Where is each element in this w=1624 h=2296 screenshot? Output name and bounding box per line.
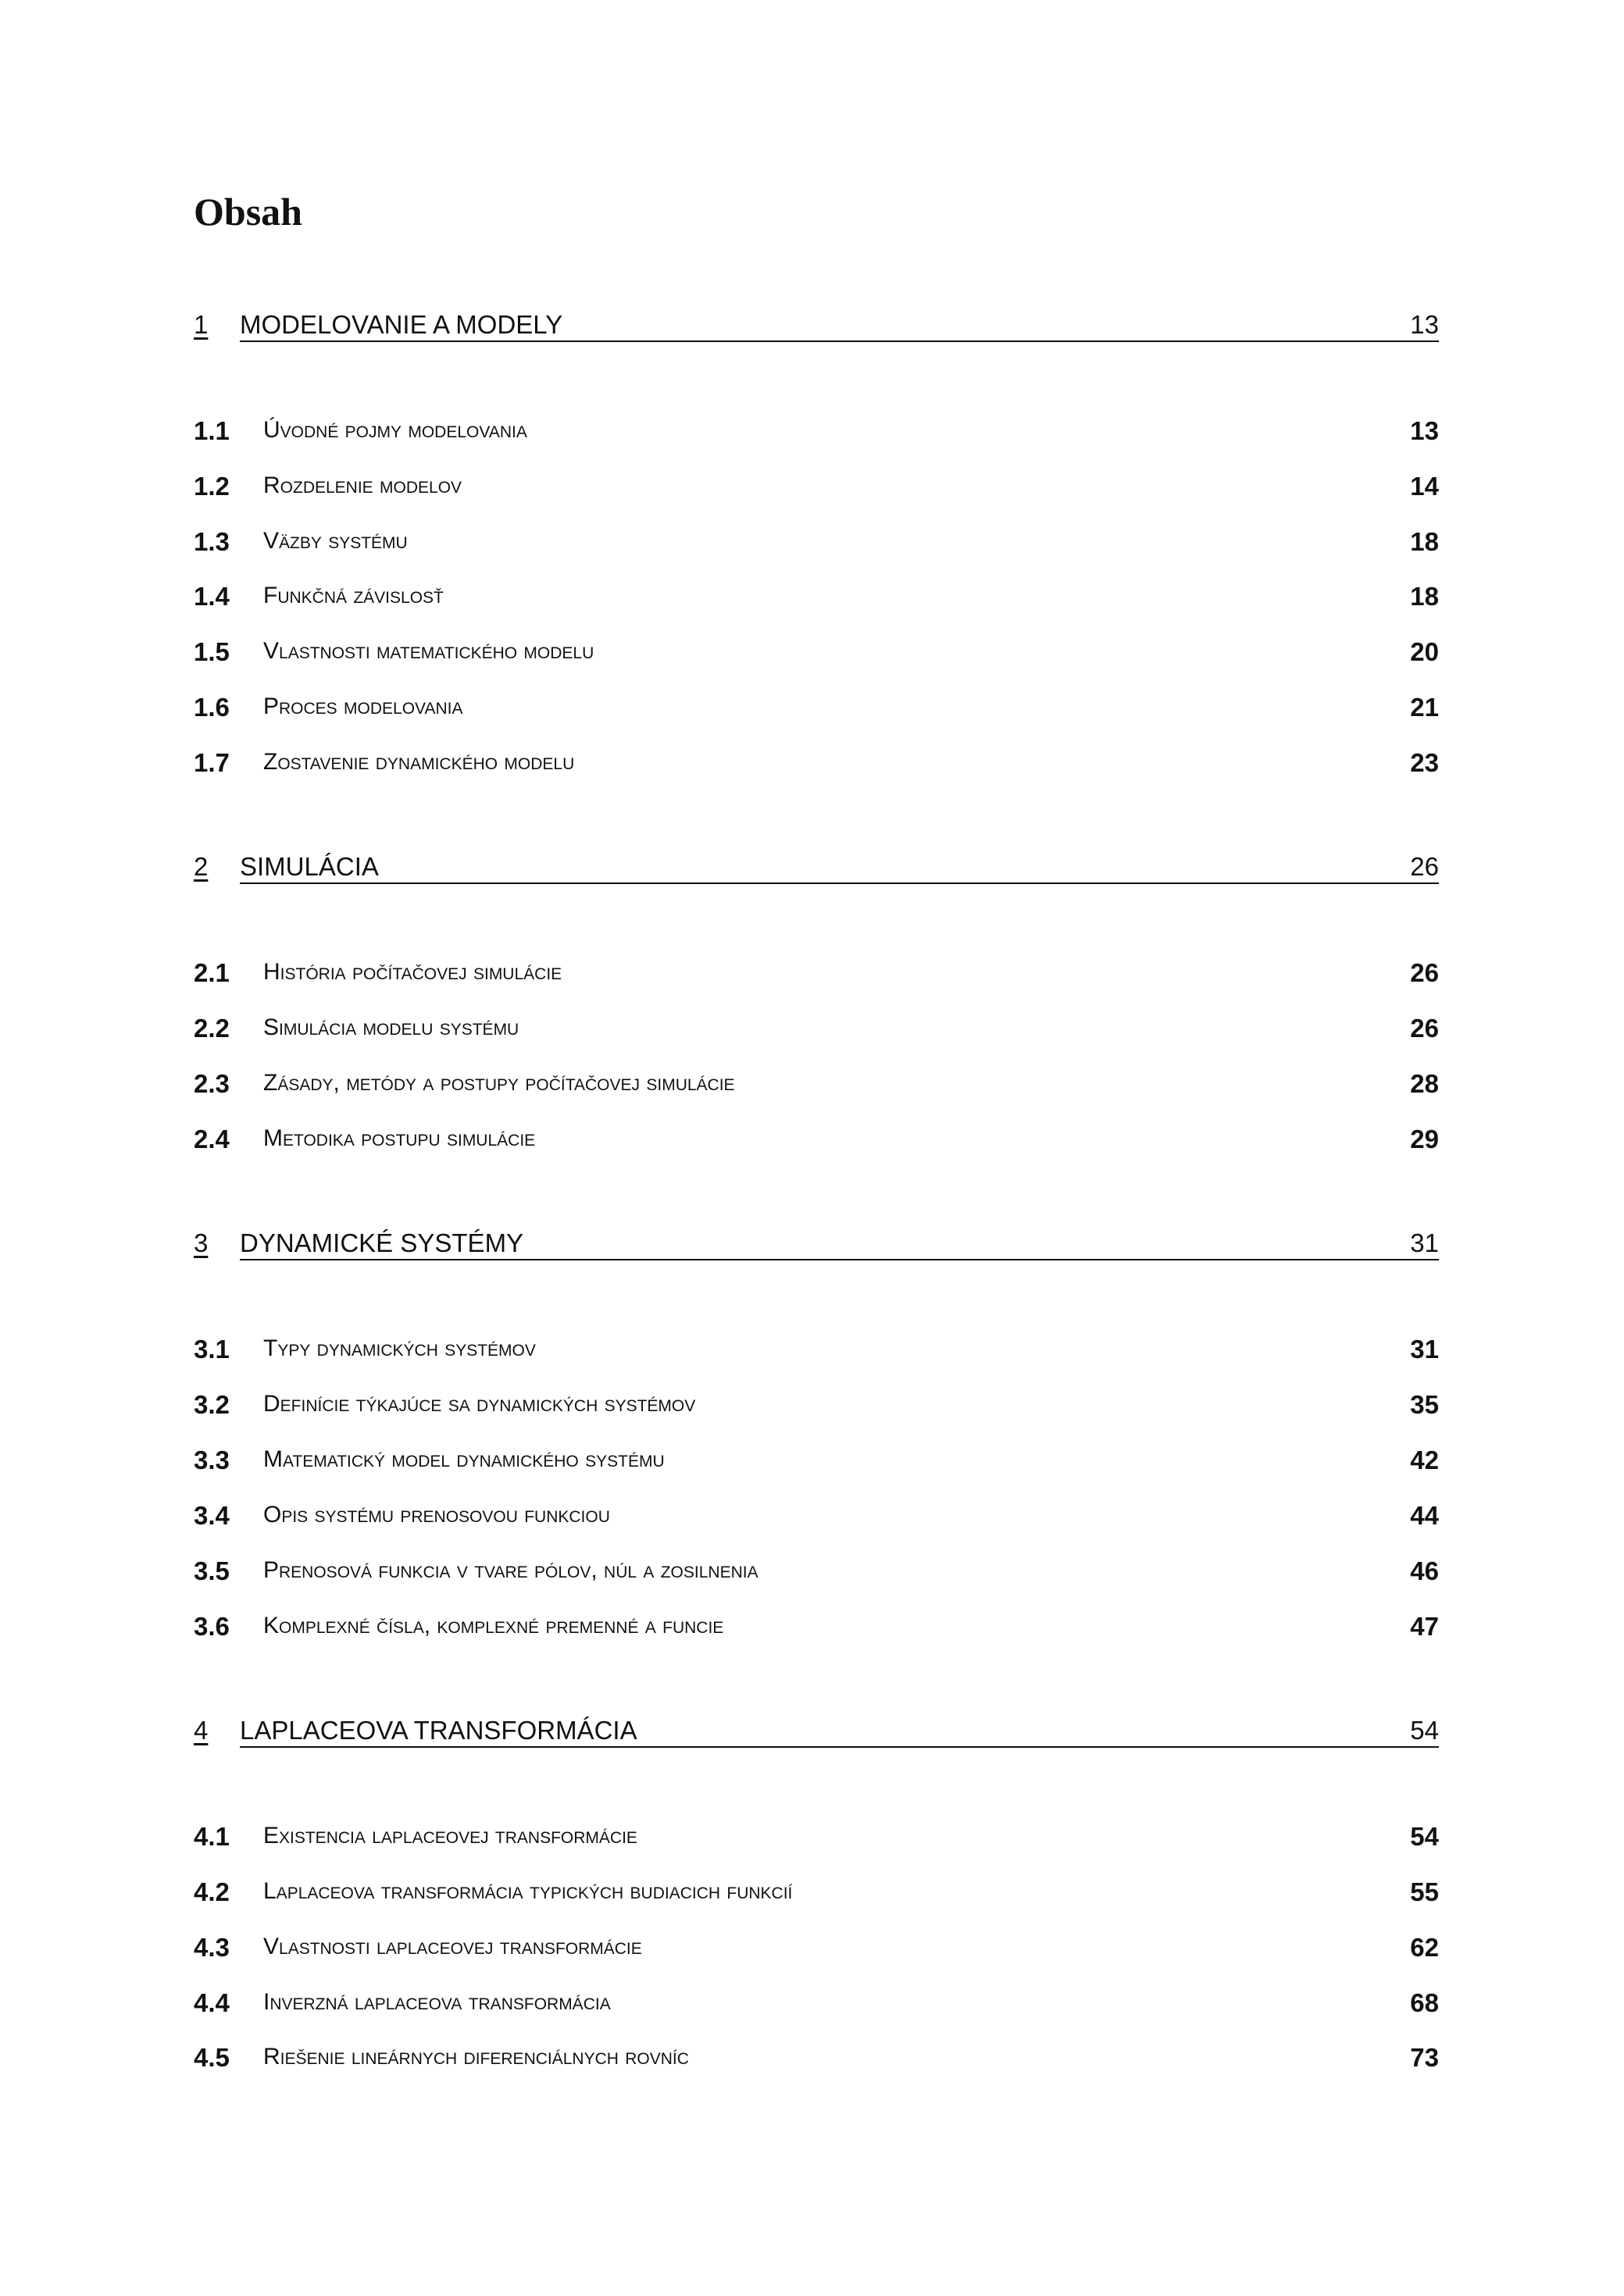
section-page-number: 29 xyxy=(1410,1125,1439,1153)
toc-section-1-6[interactable] xyxy=(194,693,1439,725)
section-title: Opis systému prenosovou funkciou xyxy=(263,1502,610,1528)
chapter-underline xyxy=(240,1259,1439,1260)
toc-section-2-1[interactable] xyxy=(194,959,1439,990)
section-title: Komplexné čísla, komplexné premenné a funcie xyxy=(263,1613,724,1638)
section-number: 2.4 xyxy=(194,1125,230,1153)
section-page-number: 28 xyxy=(1410,1069,1439,1098)
section-title: Metodika postupu simulácie xyxy=(263,1125,536,1151)
section-page-number: 26 xyxy=(1410,958,1439,987)
chapter-underline xyxy=(240,882,1439,884)
toc-section-4-3[interactable] xyxy=(194,1934,1439,1965)
section-number: 3.5 xyxy=(194,1556,230,1585)
section-number: 4.4 xyxy=(194,1988,230,2017)
toc-section-4-2[interactable] xyxy=(194,1878,1439,1909)
section-title: Vlastnosti laplaceovej transformácie xyxy=(263,1934,642,1959)
toc-chapter-3[interactable] xyxy=(194,1229,1439,1260)
chapter-number: 2 xyxy=(194,852,209,881)
section-title: Funkčná závislosť xyxy=(263,583,444,608)
chapter-title: SIMULÁCIA xyxy=(240,852,379,881)
section-page-number: 55 xyxy=(1410,1877,1439,1906)
chapter-page-number: 26 xyxy=(1410,852,1439,881)
section-title: Typy dynamických systémov xyxy=(263,1335,536,1361)
section-page-number: 47 xyxy=(1410,1612,1439,1641)
chapter-page-number: 31 xyxy=(1410,1228,1439,1257)
chapter-title: MODELOVANIE A MODELY xyxy=(240,310,563,339)
toc-section-3-1[interactable] xyxy=(194,1335,1439,1367)
section-title: Väzby systému xyxy=(263,528,408,554)
section-number: 4.5 xyxy=(194,2043,230,2072)
section-title: Laplaceova transformácia typických budiacich funkcií xyxy=(263,1878,793,1904)
chapter-underline xyxy=(240,1746,1439,1748)
page-title: Obsah xyxy=(194,190,302,234)
section-number: 2.2 xyxy=(194,1014,230,1043)
section-number: 3.6 xyxy=(194,1612,230,1641)
chapter-title: DYNAMICKÉ SYSTÉMY xyxy=(240,1228,524,1257)
toc-section-3-3[interactable] xyxy=(194,1446,1439,1478)
section-title: Proces modelovania xyxy=(263,693,463,719)
section-number: 1.2 xyxy=(194,472,230,501)
toc-section-4-1[interactable] xyxy=(194,1823,1439,1854)
table-of-contents xyxy=(194,0,1439,2296)
section-title: Simulácia modelu systému xyxy=(263,1014,519,1040)
section-title: Matematický model dynamického systému xyxy=(263,1446,665,1472)
toc-section-1-3[interactable] xyxy=(194,528,1439,559)
section-page-number: 35 xyxy=(1410,1390,1439,1419)
toc-section-1-4[interactable] xyxy=(194,583,1439,614)
section-title: Prenosová funkcia v tvare pólov, núl a zosilnenia xyxy=(263,1557,758,1583)
section-number: 1.5 xyxy=(194,637,230,666)
section-title: Úvodné pojmy modelovania xyxy=(263,417,527,443)
section-title: Inverzná laplaceova transformácia xyxy=(263,1989,611,2015)
section-page-number: 44 xyxy=(1410,1501,1439,1530)
section-page-number: 31 xyxy=(1410,1335,1439,1364)
section-page-number: 18 xyxy=(1410,582,1439,611)
section-number: 3.4 xyxy=(194,1501,230,1530)
section-page-number: 73 xyxy=(1410,2043,1439,2072)
section-number: 1.1 xyxy=(194,416,230,445)
toc-section-2-2[interactable] xyxy=(194,1014,1439,1046)
chapter-number: 1 xyxy=(194,310,209,339)
section-number: 1.6 xyxy=(194,693,230,722)
section-title: Vlastnosti matematického modelu xyxy=(263,638,594,664)
toc-section-3-5[interactable] xyxy=(194,1557,1439,1588)
chapter-number: 3 xyxy=(194,1228,209,1257)
section-number: 4.3 xyxy=(194,1933,230,1962)
toc-section-1-1[interactable] xyxy=(194,417,1439,448)
section-title: Riešenie lineárnych diferenciálnych rovníc xyxy=(263,2044,689,2070)
section-title: História počítačovej simulácie xyxy=(263,959,562,985)
section-number: 2.1 xyxy=(194,958,230,987)
toc-section-3-4[interactable] xyxy=(194,1502,1439,1533)
section-title: Zostavenie dynamického modelu xyxy=(263,749,575,775)
toc-section-2-4[interactable] xyxy=(194,1125,1439,1157)
section-number: 1.4 xyxy=(194,582,230,611)
section-page-number: 68 xyxy=(1410,1988,1439,2017)
toc-chapter-1[interactable] xyxy=(194,311,1439,342)
section-page-number: 42 xyxy=(1410,1446,1439,1474)
section-page-number: 23 xyxy=(1410,748,1439,777)
chapter-page-number: 13 xyxy=(1410,310,1439,339)
chapter-number: 4 xyxy=(194,1716,209,1745)
section-page-number: 62 xyxy=(1410,1933,1439,1962)
section-title: Existencia laplaceovej transformácie xyxy=(263,1823,637,1849)
toc-chapter-4[interactable] xyxy=(194,1717,1439,1748)
section-page-number: 13 xyxy=(1410,416,1439,445)
section-title: Zásady, metódy a postupy počítačovej simulácie xyxy=(263,1070,735,1096)
section-title: Rozdelenie modelov xyxy=(263,472,462,498)
section-page-number: 54 xyxy=(1410,1822,1439,1851)
section-number: 1.3 xyxy=(194,527,230,556)
section-title: Definície týkajúce sa dynamických systémov xyxy=(263,1391,696,1417)
chapter-title: LAPLACEOVA TRANSFORMÁCIA xyxy=(240,1716,637,1745)
chapter-underline xyxy=(240,340,1439,342)
chapter-page-number: 54 xyxy=(1410,1716,1439,1745)
toc-chapter-2[interactable] xyxy=(194,853,1439,884)
section-page-number: 26 xyxy=(1410,1014,1439,1043)
section-page-number: 14 xyxy=(1410,472,1439,501)
toc-section-4-5[interactable] xyxy=(194,2044,1439,2075)
section-page-number: 21 xyxy=(1410,693,1439,722)
section-number: 4.1 xyxy=(194,1822,230,1851)
section-number: 1.7 xyxy=(194,748,230,777)
section-page-number: 20 xyxy=(1410,637,1439,666)
section-number: 2.3 xyxy=(194,1069,230,1098)
section-number: 3.1 xyxy=(194,1335,230,1364)
section-number: 4.2 xyxy=(194,1877,230,1906)
toc-section-1-7[interactable] xyxy=(194,749,1439,780)
toc-section-1-2[interactable] xyxy=(194,472,1439,504)
section-number: 3.3 xyxy=(194,1446,230,1474)
toc-section-3-6[interactable] xyxy=(194,1613,1439,1644)
toc-section-3-2[interactable] xyxy=(194,1391,1439,1422)
toc-section-1-5[interactable] xyxy=(194,638,1439,669)
section-page-number: 46 xyxy=(1410,1556,1439,1585)
section-number: 3.2 xyxy=(194,1390,230,1419)
section-page-number: 18 xyxy=(1410,527,1439,556)
toc-section-4-4[interactable] xyxy=(194,1989,1439,2020)
toc-section-2-3[interactable] xyxy=(194,1070,1439,1101)
